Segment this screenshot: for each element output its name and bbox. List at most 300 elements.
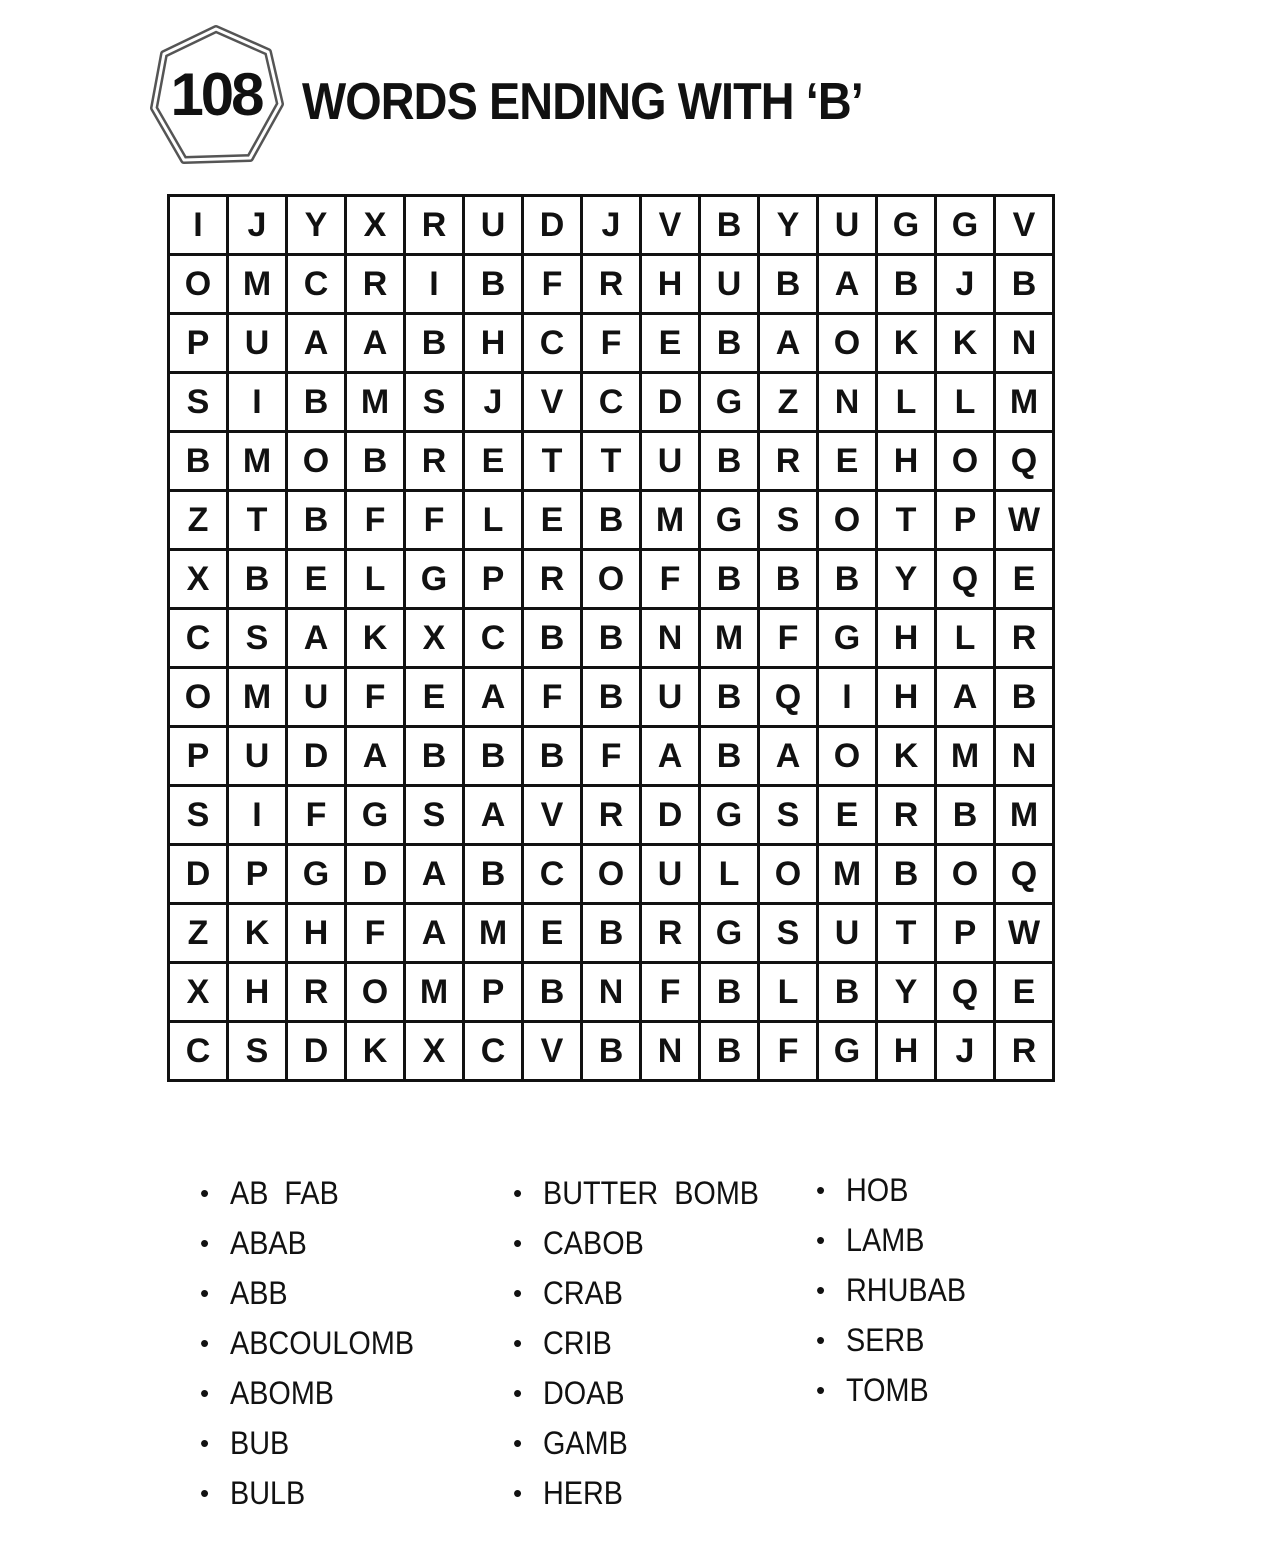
grid-cell[interactable]: G [818,609,877,668]
bullet-icon: • [816,1275,826,1305]
grid-cell[interactable]: O [936,845,995,904]
grid-cell[interactable]: B [700,550,759,609]
grid-cell[interactable]: C [287,255,346,314]
grid-row [169,904,1054,963]
word-text: ABOMB [230,1374,335,1411]
grid-cell[interactable]: I [405,255,464,314]
grid-cell[interactable]: H [877,432,936,491]
grid-cell[interactable]: L [936,373,995,432]
grid-cell[interactable]: F [523,668,582,727]
grid-cell[interactable]: Y [759,196,818,255]
grid-cell[interactable]: A [759,727,818,786]
grid-cell[interactable]: S [759,491,818,550]
grid-cell[interactable]: L [700,845,759,904]
grid-cell[interactable]: P [936,904,995,963]
grid-cell[interactable]: B [582,668,641,727]
grid-cell[interactable]: B [700,668,759,727]
grid-cell[interactable]: O [169,255,228,314]
grid-cell[interactable]: G [700,491,759,550]
grid-cell[interactable]: R [346,255,405,314]
grid-cell[interactable]: C [169,609,228,668]
grid-cell[interactable]: A [405,904,464,963]
word-list-column-3 [816,1165,979,1415]
grid-row [169,373,1054,432]
grid-cell[interactable]: B [287,491,346,550]
grid-cell[interactable]: N [641,1022,700,1081]
grid-row [169,196,1054,255]
grid-cell[interactable]: J [936,1022,995,1081]
grid-cell[interactable]: N [641,609,700,668]
grid-cell[interactable]: Y [877,963,936,1022]
bullet-icon: • [513,1228,523,1258]
grid-cell[interactable]: B [700,314,759,373]
grid-cell[interactable]: H [877,1022,936,1081]
grid-cell[interactable]: B [287,373,346,432]
grid-cell[interactable]: M [995,786,1054,845]
grid-cell[interactable]: T [877,491,936,550]
grid-cell[interactable]: M [346,373,405,432]
grid-row [169,963,1054,1022]
grid-cell[interactable]: B [995,668,1054,727]
grid-cell[interactable]: L [759,963,818,1022]
grid-cell[interactable]: V [995,196,1054,255]
word-list-item [200,1168,434,1218]
grid-cell[interactable]: D [641,786,700,845]
page-title: WORDS ENDING WITH ‘B’ [302,73,863,131]
grid-cell[interactable]: B [877,255,936,314]
bullet-icon: • [816,1375,826,1405]
grid-cell[interactable]: M [464,904,523,963]
grid-cell[interactable]: B [936,786,995,845]
grid-cell[interactable]: R [582,786,641,845]
grid-cell[interactable]: E [405,668,464,727]
grid-cell[interactable]: C [582,373,641,432]
grid-cell[interactable]: O [818,314,877,373]
grid-cell[interactable]: X [405,609,464,668]
grid-cell[interactable]: Q [936,550,995,609]
word-text: SERB [846,1321,925,1358]
grid-cell[interactable]: S [228,609,287,668]
grid-cell[interactable]: X [169,963,228,1022]
grid-cell[interactable]: O [582,550,641,609]
grid-cell[interactable]: O [759,845,818,904]
grid-cell[interactable]: M [995,373,1054,432]
puzzle-number: 108 [170,60,262,128]
grid-cell[interactable]: A [287,314,346,373]
grid-cell[interactable]: B [995,255,1054,314]
grid-cell[interactable]: Y [287,196,346,255]
word-list-item [816,1265,979,1315]
grid-row [169,1022,1054,1081]
grid-cell[interactable]: F [759,609,818,668]
bullet-icon: • [200,1328,210,1358]
bullet-icon: • [200,1278,210,1308]
grid-cell[interactable]: A [641,727,700,786]
grid-cell[interactable]: B [346,432,405,491]
grid-cell[interactable]: H [464,314,523,373]
grid-cell[interactable]: S [405,786,464,845]
grid-cell[interactable]: F [641,963,700,1022]
grid-cell[interactable]: P [464,550,523,609]
word-text: DOAB [543,1374,625,1411]
grid-cell[interactable]: B [523,609,582,668]
word-list-item [200,1318,434,1368]
grid-cell[interactable]: V [523,1022,582,1081]
grid-cell[interactable]: I [169,196,228,255]
grid-cell[interactable]: W [995,491,1054,550]
grid-cell[interactable]: H [228,963,287,1022]
word-list-item [816,1365,979,1415]
word-text: ABCOULOMB [230,1324,415,1361]
grid-cell[interactable]: F [346,668,405,727]
grid-cell[interactable]: T [228,491,287,550]
grid-cell[interactable]: M [405,963,464,1022]
grid-cell[interactable]: S [169,373,228,432]
grid-cell[interactable]: D [346,845,405,904]
word-list-item [513,1318,783,1368]
grid-cell[interactable]: T [523,432,582,491]
grid-cell[interactable]: B [759,255,818,314]
grid-cell[interactable]: Z [169,904,228,963]
grid-cell[interactable]: E [641,314,700,373]
word-text: CRAB [543,1274,624,1311]
grid-cell[interactable]: K [228,904,287,963]
grid-cell[interactable]: B [877,845,936,904]
grid-cell[interactable]: A [346,727,405,786]
grid-cell[interactable]: R [523,550,582,609]
grid-cell[interactable]: B [582,609,641,668]
grid-row [169,314,1054,373]
bullet-icon: • [513,1378,523,1408]
grid-cell[interactable]: S [169,786,228,845]
word-text: ABB [230,1274,288,1311]
grid-cell[interactable]: M [228,668,287,727]
word-text: CABOB [543,1224,644,1261]
grid-cell[interactable]: D [169,845,228,904]
bullet-icon: • [200,1428,210,1458]
grid-cell[interactable]: D [287,727,346,786]
grid-cell[interactable]: B [700,196,759,255]
grid-cell[interactable]: R [405,432,464,491]
grid-cell[interactable]: M [228,255,287,314]
grid-cell[interactable]: U [228,314,287,373]
grid-cell[interactable]: C [464,609,523,668]
grid-cell[interactable]: G [700,904,759,963]
grid-cell[interactable]: P [464,963,523,1022]
grid-cell[interactable]: F [582,727,641,786]
grid-cell[interactable]: E [464,432,523,491]
grid-cell[interactable]: G [287,845,346,904]
grid-cell[interactable]: A [346,314,405,373]
grid-cell[interactable]: W [995,904,1054,963]
grid-cell[interactable]: E [818,432,877,491]
grid-cell[interactable]: L [346,550,405,609]
bullet-icon: • [200,1378,210,1408]
grid-cell[interactable]: B [169,432,228,491]
grid-cell[interactable]: F [582,314,641,373]
grid-cell[interactable]: O [346,963,405,1022]
grid-cell[interactable]: S [228,1022,287,1081]
bullet-icon: • [200,1228,210,1258]
grid-cell[interactable]: B [700,1022,759,1081]
grid-cell[interactable]: O [818,491,877,550]
word-list-item [513,1368,783,1418]
word-list-item [513,1418,783,1468]
grid-cell[interactable]: H [287,904,346,963]
word-list-item [816,1315,979,1365]
grid-cell[interactable]: V [523,373,582,432]
grid-cell[interactable]: V [523,786,582,845]
grid-cell[interactable]: E [818,786,877,845]
grid-row [169,727,1054,786]
word-text: RHUBAB [846,1271,967,1308]
grid-cell[interactable]: N [818,373,877,432]
grid-cell[interactable]: H [877,609,936,668]
grid-cell[interactable]: K [936,314,995,373]
grid-cell[interactable]: U [818,196,877,255]
word-text: HERB [543,1474,624,1511]
grid-cell[interactable]: Y [877,550,936,609]
grid-cell[interactable]: B [228,550,287,609]
grid-cell[interactable]: M [641,491,700,550]
word-list-item [200,1368,434,1418]
word-list-item [200,1418,434,1468]
grid-cell[interactable]: L [936,609,995,668]
grid-cell[interactable]: R [995,1022,1054,1081]
grid-cell[interactable]: B [464,255,523,314]
grid-cell[interactable]: K [877,314,936,373]
grid-cell[interactable]: E [523,491,582,550]
bullet-icon: • [816,1325,826,1355]
grid-cell[interactable]: M [228,432,287,491]
grid-cell[interactable]: N [995,727,1054,786]
grid-cell[interactable]: A [464,668,523,727]
grid-cell[interactable]: E [523,904,582,963]
grid-cell[interactable]: F [346,491,405,550]
grid-row [169,609,1054,668]
grid-cell[interactable]: A [464,786,523,845]
bullet-icon: • [816,1175,826,1205]
grid-cell[interactable]: R [641,904,700,963]
grid-cell[interactable]: N [995,314,1054,373]
grid-row [169,255,1054,314]
word-list-column-1 [200,1168,434,1518]
word-list-item [816,1165,979,1215]
grid-cell[interactable]: B [582,1022,641,1081]
grid-row [169,786,1054,845]
grid-cell[interactable]: R [877,786,936,845]
grid-cell[interactable]: F [346,904,405,963]
word-text: CRIB [543,1324,612,1361]
bullet-icon: • [200,1178,210,1208]
grid-row [169,550,1054,609]
grid-cell[interactable]: G [346,786,405,845]
bullet-icon: • [513,1478,523,1508]
grid-cell[interactable]: B [405,314,464,373]
word-list-item [513,1268,783,1318]
grid-cell[interactable]: K [346,609,405,668]
grid-cell[interactable]: U [641,432,700,491]
grid-cell[interactable]: H [877,668,936,727]
grid-cell[interactable]: J [936,255,995,314]
grid-cell[interactable]: D [641,373,700,432]
grid-cell[interactable]: B [700,432,759,491]
grid-cell[interactable]: F [287,786,346,845]
word-text: HOB [846,1171,909,1208]
grid-cell[interactable]: B [582,491,641,550]
grid-cell[interactable]: U [641,668,700,727]
grid-cell[interactable]: C [523,845,582,904]
grid-cell[interactable]: B [818,963,877,1022]
grid-cell[interactable]: B [700,963,759,1022]
grid-cell[interactable]: U [641,845,700,904]
word-list-column-2 [513,1168,783,1518]
grid-cell[interactable]: J [582,196,641,255]
grid-cell[interactable]: F [405,491,464,550]
grid-cell[interactable]: B [582,904,641,963]
grid-cell[interactable]: G [818,1022,877,1081]
grid-cell[interactable]: X [405,1022,464,1081]
word-text: BUTTER BOMB [543,1174,760,1211]
grid-cell[interactable]: E [995,550,1054,609]
grid-cell[interactable]: J [464,373,523,432]
bullet-icon: • [513,1428,523,1458]
grid-cell[interactable]: A [936,668,995,727]
grid-cell[interactable]: X [346,196,405,255]
grid-cell[interactable]: K [877,727,936,786]
grid-cell[interactable]: R [995,609,1054,668]
grid-cell[interactable]: E [287,550,346,609]
grid-row [169,668,1054,727]
bullet-icon: • [513,1278,523,1308]
word-text: BULB [230,1474,306,1511]
word-text: TOMB [846,1371,929,1408]
word-list-item [200,1218,434,1268]
grid-cell[interactable]: B [405,727,464,786]
grid-cell[interactable]: H [641,255,700,314]
grid-cell[interactable]: B [464,845,523,904]
grid-cell[interactable]: C [464,1022,523,1081]
bullet-icon: • [513,1178,523,1208]
grid-cell[interactable]: P [169,314,228,373]
grid-cell[interactable]: Q [995,845,1054,904]
grid-cell[interactable]: Q [759,668,818,727]
grid-cell[interactable]: B [700,727,759,786]
grid-cell[interactable]: A [405,845,464,904]
grid-cell[interactable]: S [759,786,818,845]
grid-cell[interactable]: O [169,668,228,727]
grid-cell[interactable]: I [818,668,877,727]
grid-cell[interactable]: A [287,609,346,668]
word-search-grid [167,194,1055,1082]
grid-cell[interactable]: G [936,196,995,255]
grid-row [169,491,1054,550]
word-list-item [513,1468,783,1518]
grid-cell[interactable]: O [936,432,995,491]
grid-cell[interactable]: P [228,845,287,904]
grid-cell[interactable]: M [936,727,995,786]
grid-cell[interactable]: C [523,314,582,373]
grid-cell[interactable]: R [759,432,818,491]
word-list-item [816,1215,979,1265]
grid-cell[interactable]: T [582,432,641,491]
grid-cell[interactable]: M [700,609,759,668]
grid-cell[interactable]: U [287,668,346,727]
grid-cell[interactable]: T [877,904,936,963]
grid-cell[interactable]: D [523,196,582,255]
grid-cell[interactable]: U [464,196,523,255]
grid-cell[interactable]: K [346,1022,405,1081]
grid-cell[interactable]: B [818,550,877,609]
grid-cell[interactable]: F [641,550,700,609]
word-text: ABAB [230,1224,307,1261]
grid-cell[interactable]: S [405,373,464,432]
grid-cell[interactable]: Q [995,432,1054,491]
grid-cell[interactable]: U [700,255,759,314]
bullet-icon: • [200,1478,210,1508]
grid-cell[interactable]: F [759,1022,818,1081]
grid-cell[interactable]: A [818,255,877,314]
grid-cell[interactable]: P [169,727,228,786]
grid-cell[interactable]: D [287,1022,346,1081]
grid-cell[interactable]: O [582,845,641,904]
grid-row [169,845,1054,904]
grid-cell[interactable]: X [169,550,228,609]
grid-cell[interactable]: B [523,727,582,786]
grid-cell[interactable]: P [936,491,995,550]
grid-cell[interactable]: O [287,432,346,491]
grid-cell[interactable]: G [700,786,759,845]
grid-cell[interactable]: G [700,373,759,432]
word-text: AB FAB [230,1174,339,1211]
grid-cell[interactable]: G [405,550,464,609]
grid-cell[interactable]: U [228,727,287,786]
grid-cell[interactable]: B [759,550,818,609]
grid-cell[interactable]: B [464,727,523,786]
grid-cell[interactable]: B [523,963,582,1022]
grid-cell[interactable]: F [523,255,582,314]
grid-cell[interactable]: C [169,1022,228,1081]
word-list-item [513,1168,783,1218]
grid-cell[interactable]: Z [759,373,818,432]
puzzle-number-badge [146,24,286,170]
grid-cell[interactable]: Z [169,491,228,550]
grid-cell[interactable]: U [818,904,877,963]
grid-cell[interactable]: J [228,196,287,255]
grid-cell[interactable]: G [877,196,936,255]
grid-cell[interactable]: L [877,373,936,432]
word-list-item [513,1218,783,1268]
grid-cell[interactable]: I [228,373,287,432]
word-text: BUB [230,1424,290,1461]
grid-cell[interactable]: R [405,196,464,255]
grid-cell[interactable]: Q [936,963,995,1022]
grid-cell[interactable]: M [818,845,877,904]
grid-cell[interactable]: S [759,904,818,963]
bullet-icon: • [816,1225,826,1255]
word-text: GAMB [543,1424,628,1461]
grid-cell[interactable]: A [759,314,818,373]
grid-cell[interactable]: I [228,786,287,845]
grid-cell[interactable]: E [995,963,1054,1022]
grid-cell[interactable]: R [287,963,346,1022]
grid-cell[interactable]: O [818,727,877,786]
grid-cell[interactable]: R [582,255,641,314]
word-list-item [200,1468,434,1518]
grid-cell[interactable]: N [582,963,641,1022]
grid-cell[interactable]: V [641,196,700,255]
grid-cell[interactable]: L [464,491,523,550]
